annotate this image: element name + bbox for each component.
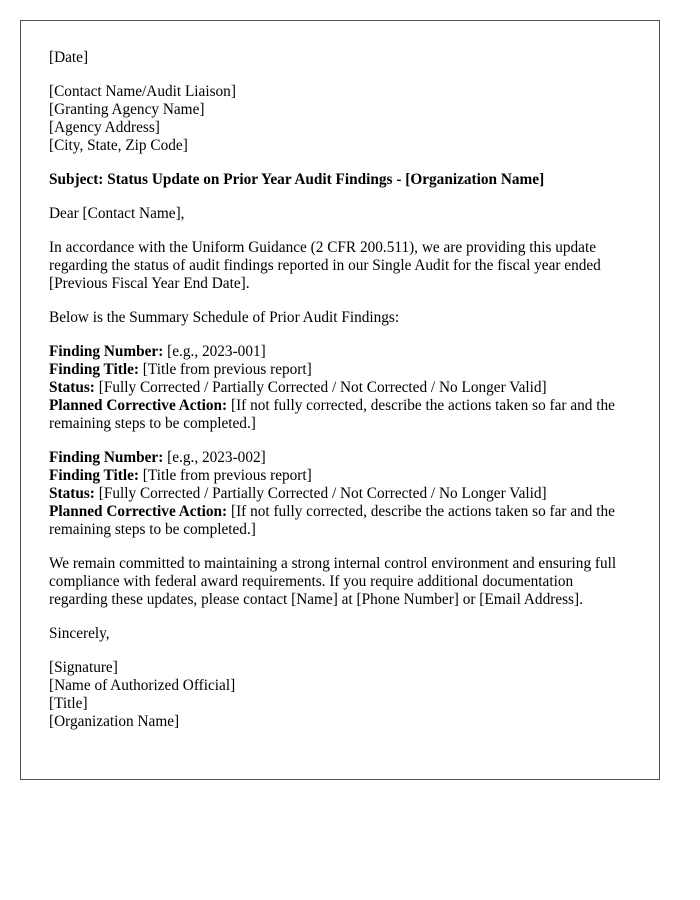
date-text: [Date] (49, 49, 89, 66)
finding-action-value: [If not fully corrected, describe the actions taken so far and the remaining steps to be completed.] (49, 503, 615, 538)
salutation: Dear [Contact Name], (49, 205, 185, 222)
signatory-name: [Name of Authorized Official] (49, 677, 236, 694)
finding-title-row (49, 361, 631, 379)
finding-number-value: [e.g., 2023-002] (163, 449, 266, 466)
finding-action-value: [If not fully corrected, describe the actions taken so far and the remaining steps to be completed.] (49, 397, 615, 432)
finding-status-label: Status: (49, 379, 95, 396)
schedule-intro: Below is the Summary Schedule of Prior Audit Findings: (49, 309, 400, 326)
finding-action-row (49, 503, 631, 539)
finding-status-row (49, 379, 631, 397)
date-line (49, 49, 631, 67)
letter-document (20, 20, 660, 780)
finding-item (49, 449, 631, 539)
recipient-address: [Agency Address] (49, 119, 160, 136)
finding-title-label: Finding Title: (49, 467, 139, 484)
finding-title-row (49, 467, 631, 485)
subject-line: Subject: Status Update on Prior Year Audit Findings - [Organization Name] (49, 171, 545, 188)
finding-number-row (49, 449, 631, 467)
signatory-organization: [Organization Name] (49, 713, 180, 730)
recipient-city-state-zip: [City, State, Zip Code] (49, 137, 188, 154)
finding-number-value: [e.g., 2023-001] (163, 343, 266, 360)
recipient-agency: [Granting Agency Name] (49, 101, 205, 118)
finding-item (49, 343, 631, 433)
finding-number-label: Finding Number: (49, 343, 164, 360)
finding-title-value: [Title from previous report] (138, 467, 312, 484)
signature-block (49, 659, 631, 731)
intro-paragraph: In accordance with the Uniform Guidance (2 CFR 200.511), we are providing this update regarding the status of audit findings reported in our Single Audit for the fiscal year ended [Previous Fiscal Year End Date]. (49, 239, 601, 292)
finding-status-row (49, 485, 631, 503)
signatory-title: [Title] (49, 695, 88, 712)
closing-paragraph: We remain committed to maintaining a strong internal control environment and ensuring full compliance with federal award requirements. If you require additional documentation regarding these updates, please contact [Name] at [Phone Number] or [Email Address]. (49, 555, 617, 608)
signature-placeholder: [Signature] (49, 659, 118, 676)
closing-line: Sincerely, (49, 625, 110, 642)
finding-number-label: Finding Number: (49, 449, 164, 466)
finding-number-row (49, 343, 631, 361)
finding-status-value: [Fully Corrected / Partially Corrected / Not Corrected / No Longer Valid] (94, 485, 547, 502)
finding-title-label: Finding Title: (49, 361, 139, 378)
finding-action-row (49, 397, 631, 433)
finding-title-value: [Title from previous report] (138, 361, 312, 378)
recipient-contact: [Contact Name/Audit Liaison] (49, 83, 236, 100)
finding-status-label: Status: (49, 485, 95, 502)
recipient-address-block (49, 83, 631, 155)
finding-action-label: Planned Corrective Action: (49, 503, 228, 520)
finding-action-label: Planned Corrective Action: (49, 397, 228, 414)
finding-status-value: [Fully Corrected / Partially Corrected / Not Corrected / No Longer Valid] (94, 379, 547, 396)
